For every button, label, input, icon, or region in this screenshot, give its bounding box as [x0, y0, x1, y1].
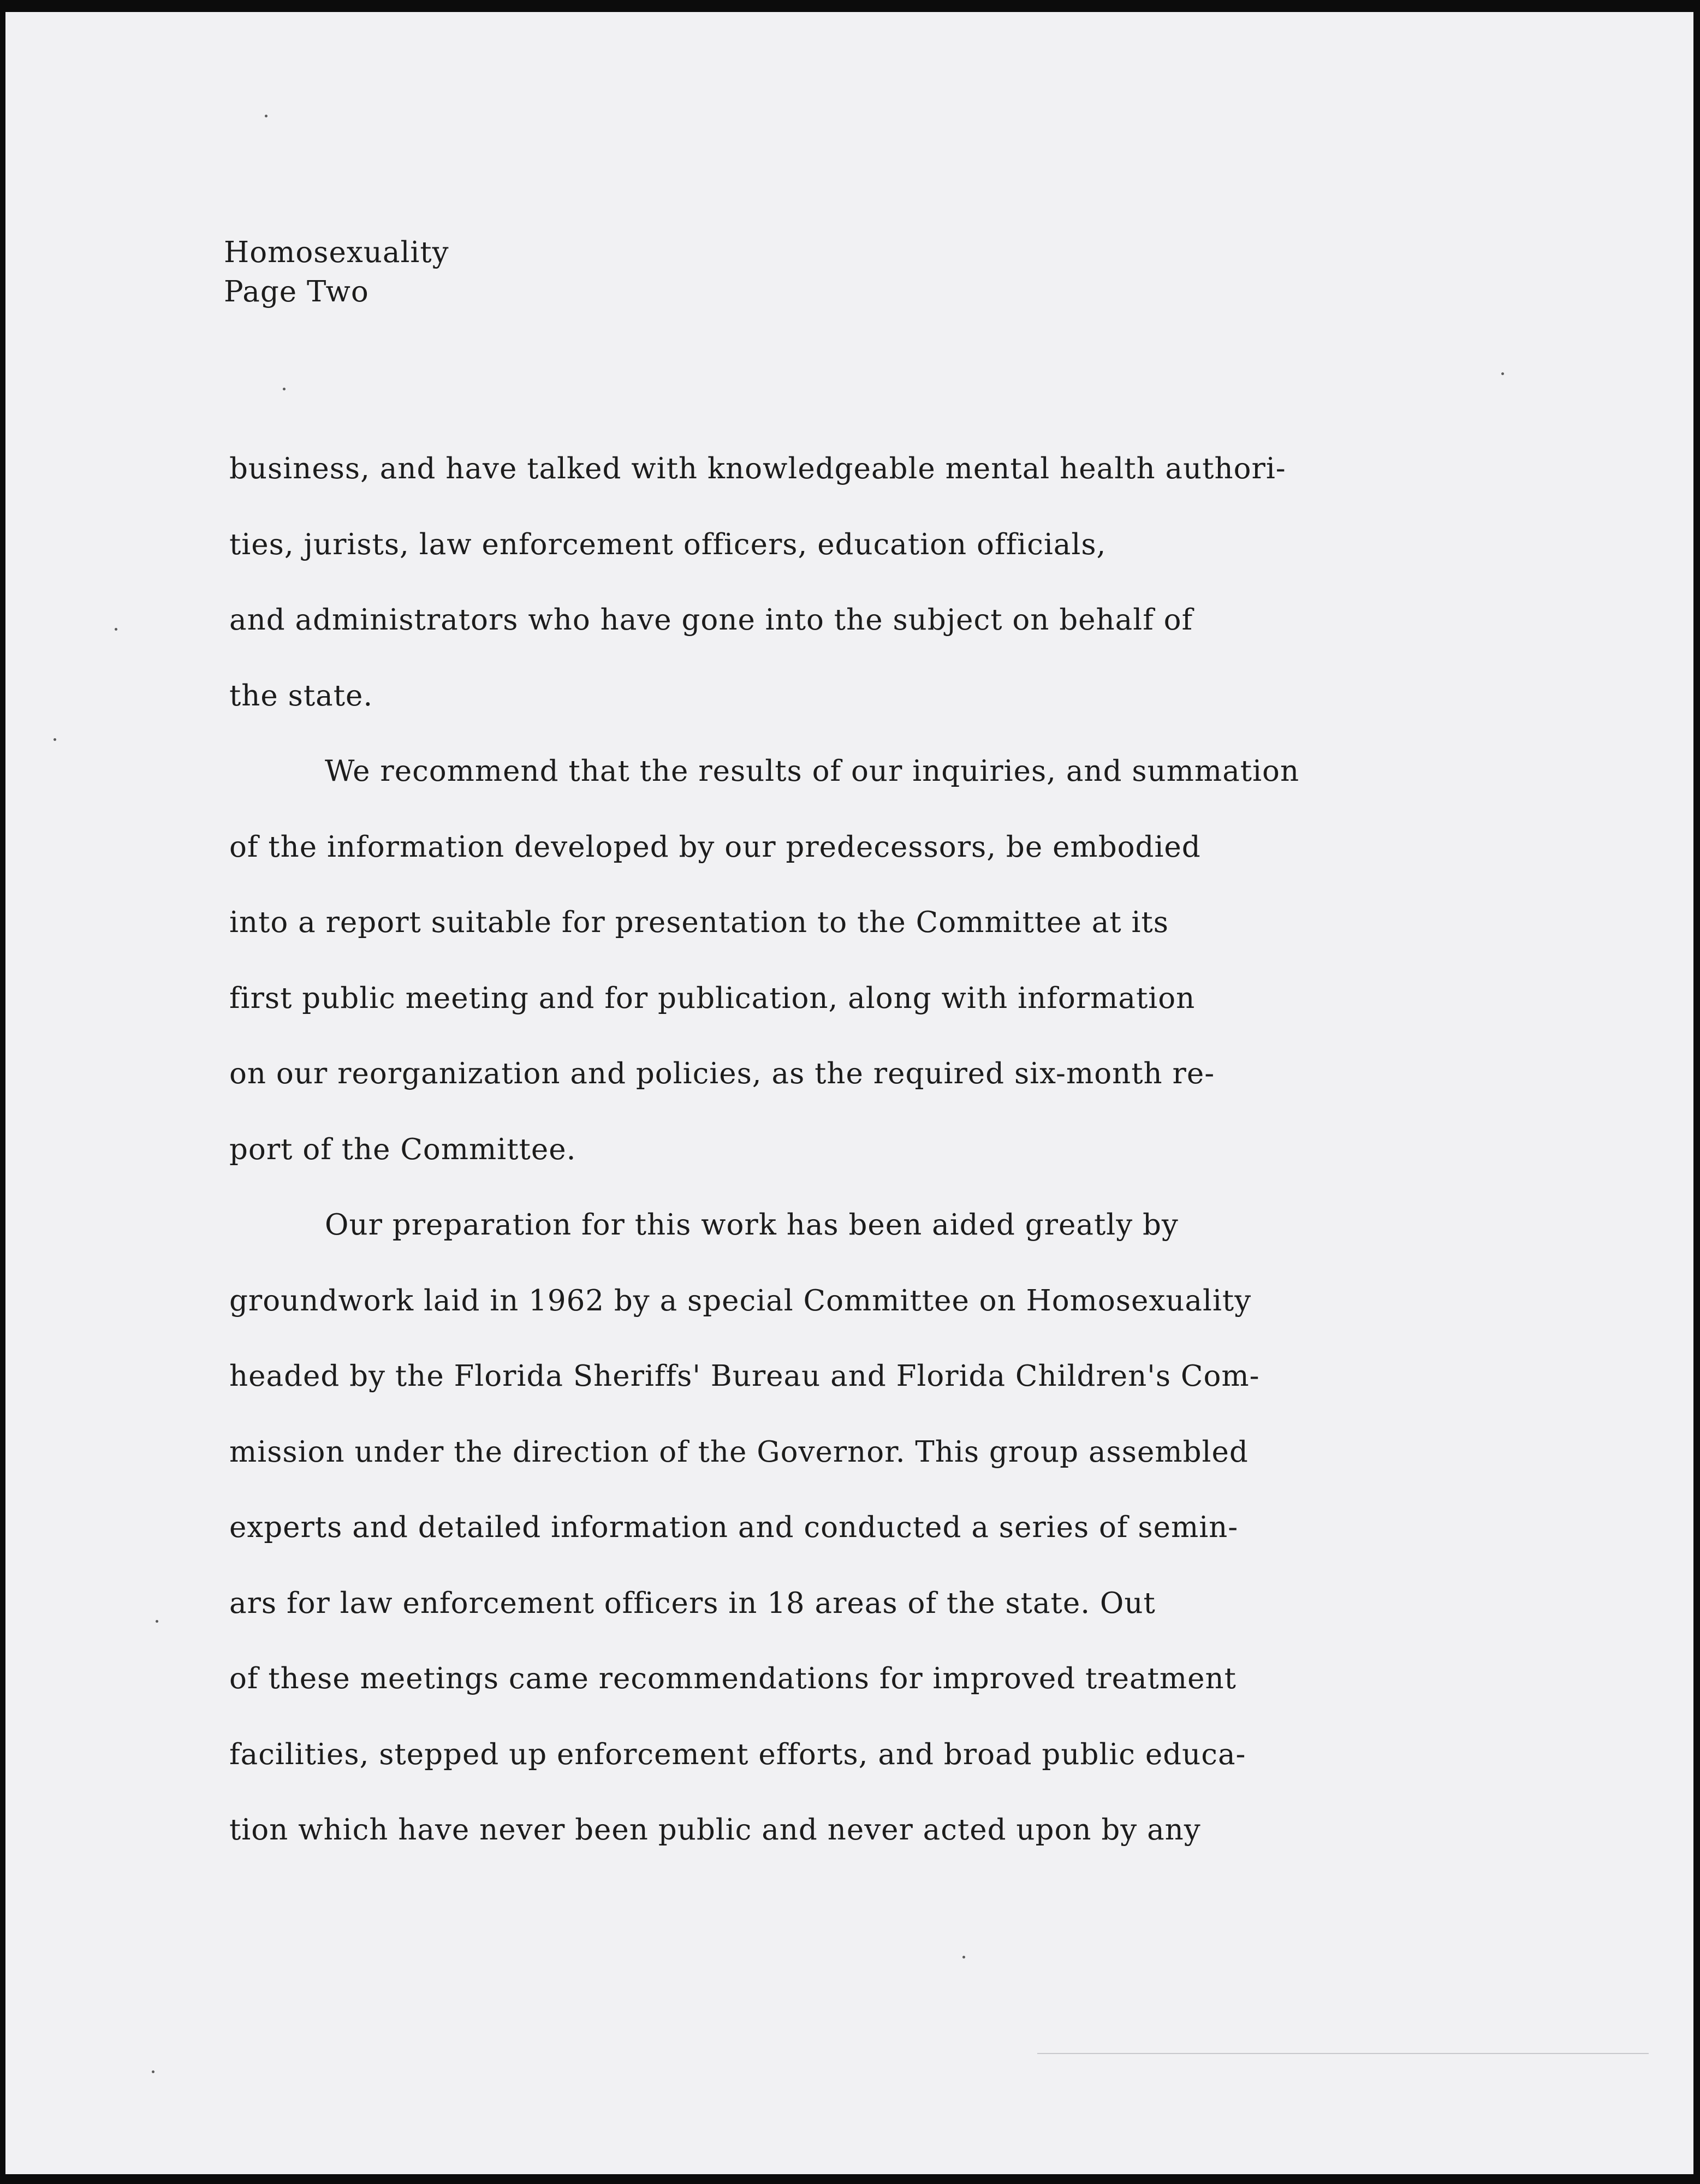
text-line: ars for law enforcement officers in 18 areas of the state. Out [229, 1586, 1156, 1620]
page-header [224, 233, 449, 312]
document-page [5, 12, 1693, 2174]
scan-speck [152, 2070, 154, 2073]
scan-speck [115, 628, 117, 631]
text-line: business, and have talked with knowledgeable mental health authori- [229, 452, 1286, 485]
text-line: mission under the direction of the Governor. This group assembled [229, 1435, 1249, 1469]
text-line: and administrators who have gone into the subject on behalf of [229, 603, 1193, 637]
text-line: Our preparation for this work has been aided greatly by [325, 1208, 1179, 1242]
text-line: headed by the Florida Sheriffs' Bureau and Florida Children's Com- [229, 1360, 1260, 1393]
scan-speck [283, 388, 286, 390]
text-line: groundwork laid in 1962 by a special Committee on Homosexuality [229, 1284, 1252, 1317]
text-line: facilities, stepped up enforcement efforts, and broad public educa- [229, 1737, 1246, 1771]
scan-speck [54, 738, 56, 741]
text-line: port of the Committee. [229, 1132, 576, 1166]
header-page-label: Page Two [224, 275, 369, 308]
text-line: We recommend that the results of our inquiries, and summation [325, 755, 1300, 788]
scan-rule-line [1037, 2053, 1649, 2054]
text-line: the state. [229, 679, 373, 713]
header-title: Homosexuality [224, 236, 449, 269]
text-line: into a report suitable for presentation to the Committee at its [229, 906, 1169, 939]
text-line: first public meeting and for publication, along with information [229, 981, 1196, 1015]
text-line: tion which have never been public and never acted upon by any [229, 1813, 1201, 1847]
scan-speck [1501, 372, 1504, 375]
text-line: experts and detailed information and conducted a series of semin- [229, 1511, 1239, 1544]
scan-speck [156, 1620, 158, 1623]
text-line: of the information developed by our predecessors, be embodied [229, 830, 1201, 864]
text-line: on our reorganization and policies, as the required six-month re- [229, 1057, 1215, 1090]
scan-speck [265, 115, 268, 117]
text-line: of these meetings came recommendations for improved treatment [229, 1662, 1237, 1695]
scan-speck [962, 1956, 965, 1959]
text-line: ties, jurists, law enforcement officers, education officials, [229, 527, 1107, 561]
body-text [229, 431, 1299, 1868]
